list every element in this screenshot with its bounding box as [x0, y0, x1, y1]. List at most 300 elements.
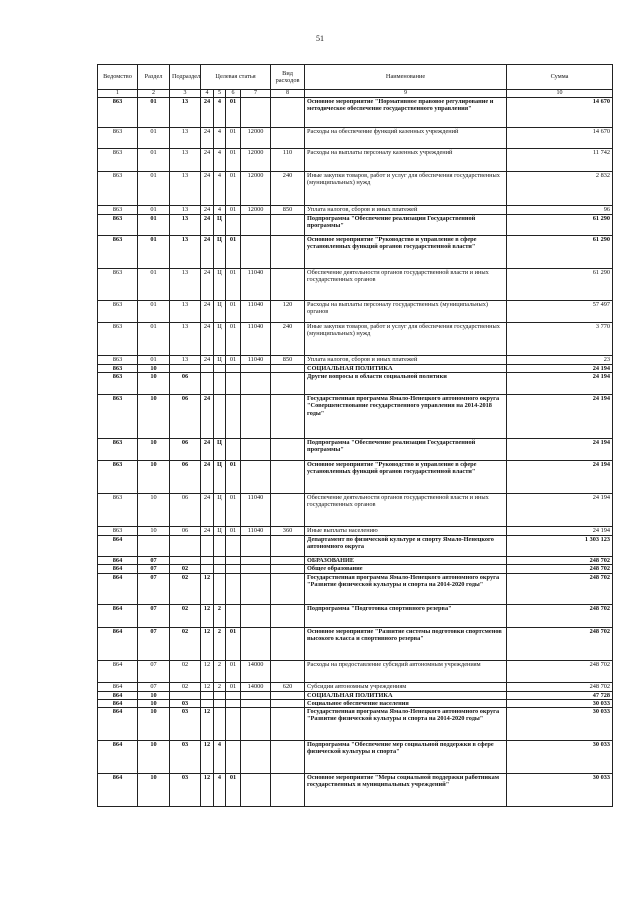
cell-summa: 24 194 — [507, 373, 613, 395]
cell-cs-3: 01 — [226, 128, 241, 149]
cell-cs-3: 01 — [226, 149, 241, 172]
cell-cs-1: 12 — [201, 573, 214, 604]
cell-vid-rashodov — [271, 660, 305, 682]
table-row — [98, 323, 613, 356]
cell-summa: 24 194 — [507, 461, 613, 494]
cell-cs-2: Ц — [214, 215, 226, 236]
cell-naimenovanie: Расходы на выплаты персоналу казенных учреждений — [305, 149, 507, 172]
table-row — [98, 527, 613, 536]
cell-naimenovanie: Государственная программа Ямало-Ненецкого автономного округа "Развитие физической культуры и спорта на 2014-2020 годы" — [305, 708, 507, 741]
table-row — [98, 691, 613, 699]
cell-summa: 248 702 — [507, 660, 613, 682]
cell-razdel: 07 — [138, 660, 170, 682]
cell-naimenovanie: Социальное обеспечение населения — [305, 699, 507, 707]
cell-vedomstvo: 863 — [98, 373, 138, 395]
cell-cs-1: 12 — [201, 682, 214, 691]
cell-podrazdel: 13 — [170, 356, 201, 365]
cell-podrazdel — [170, 691, 201, 699]
cell-cs-2: Ц — [214, 236, 226, 269]
cell-vedomstvo: 864 — [98, 565, 138, 573]
cell-cs-4 — [241, 536, 271, 557]
cell-cs-4 — [241, 215, 271, 236]
cell-cs-2: 4 — [214, 98, 226, 128]
cell-cs-2: 4 — [214, 741, 226, 774]
cell-razdel: 07 — [138, 573, 170, 604]
cell-razdel: 01 — [138, 149, 170, 172]
cell-podrazdel: 03 — [170, 708, 201, 741]
cell-naimenovanie: Подпрограмма "Обеспечение мер социальной поддержки в сфере физической культуры и спорта" — [305, 741, 507, 774]
cell-summa: 248 702 — [507, 557, 613, 565]
cell-naimenovanie: Иные закупки товаров, работ и услуг для обеспечения государственных (муниципальных) нужд — [305, 323, 507, 356]
cell-cs-4 — [241, 439, 271, 461]
cell-cs-4 — [241, 365, 271, 373]
cell-vid-rashodov — [271, 699, 305, 707]
table-row — [98, 98, 613, 128]
cell-naimenovanie: Государственная программа Ямало-Ненецкого автономного округа "Развитие физической культуры и спорта на 2014-2020 годы" — [305, 573, 507, 604]
cell-cs-1 — [201, 365, 214, 373]
column-number: 6 — [226, 90, 241, 98]
cell-podrazdel: 13 — [170, 172, 201, 206]
cell-razdel: 01 — [138, 269, 170, 301]
cell-cs-1: 12 — [201, 774, 214, 807]
table-row — [98, 236, 613, 269]
table-row — [98, 557, 613, 565]
table-row — [98, 774, 613, 807]
cell-naimenovanie: СОЦИАЛЬНАЯ ПОЛИТИКА — [305, 691, 507, 699]
header-summa: Сумма — [507, 65, 613, 90]
cell-summa: 248 702 — [507, 682, 613, 691]
cell-cs-1: 12 — [201, 604, 214, 627]
cell-cs-2 — [214, 565, 226, 573]
cell-cs-3: 01 — [226, 682, 241, 691]
cell-podrazdel — [170, 365, 201, 373]
cell-naimenovanie: Субсидии автономным учреждениям — [305, 682, 507, 691]
cell-vid-rashodov: 620 — [271, 682, 305, 691]
cell-vid-rashodov — [271, 604, 305, 627]
cell-cs-1 — [201, 699, 214, 707]
cell-razdel: 01 — [138, 128, 170, 149]
table-row — [98, 627, 613, 660]
table-row — [98, 269, 613, 301]
cell-summa: 24 194 — [507, 494, 613, 527]
cell-vid-rashodov — [271, 128, 305, 149]
cell-razdel: 07 — [138, 557, 170, 565]
cell-naimenovanie: Основное мероприятие "Руководство и управление в сфере установленных функций органов государственной власти" — [305, 236, 507, 269]
cell-cs-4 — [241, 98, 271, 128]
cell-summa: 30 033 — [507, 699, 613, 707]
cell-podrazdel: 02 — [170, 627, 201, 660]
cell-cs-4 — [241, 741, 271, 774]
cell-cs-3: 01 — [226, 494, 241, 527]
cell-cs-1: 24 — [201, 439, 214, 461]
cell-razdel: 07 — [138, 627, 170, 660]
cell-razdel: 01 — [138, 236, 170, 269]
table-row — [98, 461, 613, 494]
header-vid-rashodov: Вид расходов — [271, 65, 305, 90]
cell-podrazdel: 13 — [170, 149, 201, 172]
cell-podrazdel: 13 — [170, 206, 201, 215]
cell-cs-2: 2 — [214, 604, 226, 627]
cell-cs-3: 01 — [226, 236, 241, 269]
cell-razdel: 10 — [138, 774, 170, 807]
cell-summa: 1 303 123 — [507, 536, 613, 557]
cell-cs-4: 11040 — [241, 301, 271, 323]
cell-razdel: 10 — [138, 691, 170, 699]
cell-vedomstvo: 864 — [98, 573, 138, 604]
cell-cs-2: Ц — [214, 461, 226, 494]
cell-summa: 248 702 — [507, 627, 613, 660]
cell-vid-rashodov — [271, 373, 305, 395]
cell-vedomstvo: 864 — [98, 708, 138, 741]
cell-razdel: 01 — [138, 356, 170, 365]
cell-razdel: 10 — [138, 439, 170, 461]
cell-cs-4 — [241, 395, 271, 439]
cell-cs-4: 14000 — [241, 682, 271, 691]
cell-cs-2: Ц — [214, 494, 226, 527]
cell-cs-1: 24 — [201, 98, 214, 128]
cell-razdel: 10 — [138, 699, 170, 707]
cell-podrazdel: 13 — [170, 98, 201, 128]
cell-podrazdel: 03 — [170, 699, 201, 707]
cell-vid-rashodov — [271, 536, 305, 557]
cell-cs-3: 01 — [226, 627, 241, 660]
cell-cs-1: 24 — [201, 356, 214, 365]
cell-podrazdel: 06 — [170, 494, 201, 527]
cell-podrazdel: 02 — [170, 573, 201, 604]
cell-podrazdel: 06 — [170, 527, 201, 536]
table-row — [98, 708, 613, 741]
cell-naimenovanie: Основное мероприятие "Нормативное правовое регулирование и методическое обеспечение государственного управления" — [305, 98, 507, 128]
cell-cs-4: 12000 — [241, 172, 271, 206]
cell-vid-rashodov — [271, 395, 305, 439]
cell-podrazdel: 06 — [170, 439, 201, 461]
cell-cs-4: 11040 — [241, 323, 271, 356]
cell-vedomstvo: 863 — [98, 365, 138, 373]
table-row — [98, 215, 613, 236]
cell-cs-1 — [201, 536, 214, 557]
cell-podrazdel: 13 — [170, 215, 201, 236]
cell-naimenovanie: Общее образование — [305, 565, 507, 573]
cell-cs-4 — [241, 565, 271, 573]
table-row — [98, 149, 613, 172]
cell-razdel: 10 — [138, 373, 170, 395]
cell-vid-rashodov — [271, 461, 305, 494]
header-naimenovanie: Наименование — [305, 65, 507, 90]
cell-cs-3 — [226, 604, 241, 627]
cell-vedomstvo: 863 — [98, 494, 138, 527]
cell-summa: 61 290 — [507, 215, 613, 236]
cell-cs-2: Ц — [214, 527, 226, 536]
cell-vid-rashodov — [271, 691, 305, 699]
cell-naimenovanie: Обеспечение деятельности органов государственной власти и иных государственных органов — [305, 494, 507, 527]
cell-naimenovanie: ОБРАЗОВАНИЕ — [305, 557, 507, 565]
cell-naimenovanie: Основное мероприятие "Развитие системы подготовки спортсменов высокого класса и спортивного резерва" — [305, 627, 507, 660]
cell-cs-1: 12 — [201, 741, 214, 774]
cell-cs-2 — [214, 699, 226, 707]
cell-cs-1: 24 — [201, 494, 214, 527]
cell-vedomstvo: 864 — [98, 741, 138, 774]
cell-cs-4 — [241, 373, 271, 395]
cell-cs-3: 01 — [226, 172, 241, 206]
cell-cs-3: 01 — [226, 461, 241, 494]
cell-cs-3 — [226, 536, 241, 557]
cell-cs-2: 4 — [214, 149, 226, 172]
cell-vedomstvo: 863 — [98, 301, 138, 323]
cell-cs-3 — [226, 373, 241, 395]
cell-cs-2: 2 — [214, 660, 226, 682]
cell-vid-rashodov: 240 — [271, 172, 305, 206]
table-row — [98, 699, 613, 707]
cell-cs-2: Ц — [214, 269, 226, 301]
cell-vid-rashodov — [271, 708, 305, 741]
cell-naimenovanie: Департамент по физической культуре и спорту Ямало-Ненецкого автономного округа — [305, 536, 507, 557]
cell-summa: 14 670 — [507, 98, 613, 128]
cell-cs-2: Ц — [214, 356, 226, 365]
cell-vedomstvo: 864 — [98, 691, 138, 699]
cell-vid-rashodov: 120 — [271, 301, 305, 323]
cell-razdel: 10 — [138, 708, 170, 741]
cell-cs-4: 11040 — [241, 527, 271, 536]
cell-summa: 248 702 — [507, 604, 613, 627]
column-number: 1 — [98, 90, 138, 98]
cell-cs-4 — [241, 604, 271, 627]
cell-cs-3 — [226, 741, 241, 774]
cell-vedomstvo: 863 — [98, 269, 138, 301]
cell-cs-2: 2 — [214, 627, 226, 660]
table-row — [98, 660, 613, 682]
cell-naimenovanie: Подпрограмма "Обеспечение реализации Государственной программы" — [305, 215, 507, 236]
cell-vedomstvo: 863 — [98, 356, 138, 365]
cell-cs-2: 4 — [214, 206, 226, 215]
cell-cs-3: 01 — [226, 660, 241, 682]
cell-cs-1: 24 — [201, 323, 214, 356]
cell-naimenovanie: Уплата налогов, сборов и иных платежей — [305, 356, 507, 365]
cell-vedomstvo: 863 — [98, 439, 138, 461]
cell-vedomstvo: 863 — [98, 98, 138, 128]
cell-cs-3 — [226, 573, 241, 604]
cell-razdel: 01 — [138, 215, 170, 236]
cell-cs-3: 01 — [226, 527, 241, 536]
cell-summa: 248 702 — [507, 573, 613, 604]
cell-razdel: 07 — [138, 682, 170, 691]
cell-podrazdel: 06 — [170, 373, 201, 395]
cell-cs-1 — [201, 565, 214, 573]
cell-cs-4 — [241, 627, 271, 660]
header-vedomstvo: Ведомство — [98, 65, 138, 90]
cell-cs-1 — [201, 691, 214, 699]
cell-cs-1: 24 — [201, 172, 214, 206]
cell-vedomstvo: 863 — [98, 395, 138, 439]
cell-cs-3 — [226, 557, 241, 565]
cell-razdel: 10 — [138, 494, 170, 527]
cell-cs-1: 24 — [201, 461, 214, 494]
column-number: 8 — [271, 90, 305, 98]
cell-razdel: 01 — [138, 301, 170, 323]
column-number: 3 — [170, 90, 201, 98]
cell-cs-1: 24 — [201, 301, 214, 323]
cell-podrazdel: 06 — [170, 461, 201, 494]
cell-cs-3 — [226, 395, 241, 439]
cell-naimenovanie: Уплата налогов, сборов и иных платежей — [305, 206, 507, 215]
cell-cs-3 — [226, 708, 241, 741]
cell-cs-3 — [226, 691, 241, 699]
cell-vedomstvo: 864 — [98, 536, 138, 557]
cell-cs-2: 4 — [214, 774, 226, 807]
cell-podrazdel: 06 — [170, 395, 201, 439]
column-number: 4 — [201, 90, 214, 98]
cell-vid-rashodov — [271, 627, 305, 660]
cell-cs-1: 24 — [201, 395, 214, 439]
cell-vid-rashodov — [271, 573, 305, 604]
cell-cs-3: 01 — [226, 774, 241, 807]
cell-razdel: 01 — [138, 98, 170, 128]
cell-razdel: 10 — [138, 461, 170, 494]
cell-naimenovanie: Подпрограмма "Подготовка спортивного резерва" — [305, 604, 507, 627]
cell-cs-4: 12000 — [241, 128, 271, 149]
cell-summa: 2 832 — [507, 172, 613, 206]
cell-summa: 30 033 — [507, 774, 613, 807]
cell-vid-rashodov: 240 — [271, 323, 305, 356]
cell-vedomstvo: 864 — [98, 557, 138, 565]
cell-vid-rashodov — [271, 439, 305, 461]
cell-cs-3: 01 — [226, 269, 241, 301]
cell-razdel: 01 — [138, 323, 170, 356]
cell-vedomstvo: 863 — [98, 149, 138, 172]
cell-naimenovanie: Расходы на выплаты персоналу государственных (муниципальных) органов — [305, 301, 507, 323]
table-row — [98, 573, 613, 604]
table-row — [98, 439, 613, 461]
cell-podrazdel: 02 — [170, 660, 201, 682]
cell-naimenovanie: Основное мероприятие "Руководство и управление в сфере установленных функций органов государственной власти" — [305, 461, 507, 494]
cell-summa: 96 — [507, 206, 613, 215]
cell-naimenovanie: СОЦИАЛЬНАЯ ПОЛИТИКА — [305, 365, 507, 373]
cell-cs-3: 01 — [226, 98, 241, 128]
table-row — [98, 172, 613, 206]
header-razdel: Раздел — [138, 65, 170, 90]
cell-cs-4 — [241, 708, 271, 741]
cell-cs-2 — [214, 573, 226, 604]
cell-cs-1 — [201, 557, 214, 565]
cell-cs-1: 24 — [201, 128, 214, 149]
cell-podrazdel: 02 — [170, 565, 201, 573]
column-number: 10 — [507, 90, 613, 98]
cell-vedomstvo: 863 — [98, 236, 138, 269]
table-row — [98, 536, 613, 557]
cell-cs-2 — [214, 557, 226, 565]
cell-cs-2: 4 — [214, 128, 226, 149]
cell-vid-rashodov — [271, 236, 305, 269]
cell-razdel: 07 — [138, 565, 170, 573]
table-row — [98, 206, 613, 215]
cell-vid-rashodov — [271, 557, 305, 565]
table-row — [98, 741, 613, 774]
cell-cs-3: 01 — [226, 323, 241, 356]
cell-vedomstvo: 864 — [98, 774, 138, 807]
column-number: 9 — [305, 90, 507, 98]
table-row — [98, 395, 613, 439]
cell-cs-2 — [214, 536, 226, 557]
table-body — [98, 98, 613, 807]
cell-razdel: 10 — [138, 395, 170, 439]
cell-summa: 3 770 — [507, 323, 613, 356]
cell-cs-2 — [214, 708, 226, 741]
cell-naimenovanie: Подпрограмма "Обеспечение реализации Государственной программы" — [305, 439, 507, 461]
cell-podrazdel: 13 — [170, 323, 201, 356]
cell-podrazdel: 03 — [170, 774, 201, 807]
header-podrazdel: Подраздел — [170, 65, 201, 90]
cell-vedomstvo: 863 — [98, 461, 138, 494]
cell-razdel: 10 — [138, 365, 170, 373]
cell-vedomstvo: 864 — [98, 682, 138, 691]
table-row — [98, 365, 613, 373]
cell-vid-rashodov: 360 — [271, 527, 305, 536]
cell-podrazdel: 13 — [170, 269, 201, 301]
cell-podrazdel — [170, 536, 201, 557]
table-row — [98, 494, 613, 527]
cell-cs-3 — [226, 699, 241, 707]
cell-podrazdel: 02 — [170, 682, 201, 691]
cell-summa: 23 — [507, 356, 613, 365]
cell-vedomstvo: 864 — [98, 660, 138, 682]
column-number: 2 — [138, 90, 170, 98]
cell-summa: 24 194 — [507, 365, 613, 373]
cell-cs-1: 24 — [201, 527, 214, 536]
cell-naimenovanie: Государственная программа Ямало-Ненецкого автономного округа "Совершенствование государственного управления на 2014-2018 годы" — [305, 395, 507, 439]
column-number-row — [98, 90, 613, 98]
cell-vedomstvo: 863 — [98, 527, 138, 536]
cell-cs-4 — [241, 461, 271, 494]
cell-naimenovanie: Расходы на предоставление субсидий автономным учреждениям — [305, 660, 507, 682]
budget-table — [97, 64, 613, 807]
cell-vid-rashodov: 850 — [271, 356, 305, 365]
cell-summa: 61 290 — [507, 236, 613, 269]
cell-cs-3 — [226, 215, 241, 236]
cell-cs-4 — [241, 557, 271, 565]
cell-summa: 24 194 — [507, 395, 613, 439]
header-celevaya-statya: Целевая статья — [201, 65, 271, 90]
table-row — [98, 356, 613, 365]
cell-podrazdel: 03 — [170, 741, 201, 774]
cell-summa: 248 702 — [507, 565, 613, 573]
cell-podrazdel — [170, 557, 201, 565]
cell-cs-2: Ц — [214, 301, 226, 323]
cell-vedomstvo: 863 — [98, 323, 138, 356]
table-row — [98, 565, 613, 573]
cell-vid-rashodov — [271, 98, 305, 128]
cell-razdel — [138, 536, 170, 557]
cell-naimenovanie: Основное мероприятие "Меры социальной поддержки работникам государственных и муниципальных учреждений" — [305, 774, 507, 807]
column-number: 7 — [241, 90, 271, 98]
cell-cs-4 — [241, 699, 271, 707]
cell-cs-2: Ц — [214, 323, 226, 356]
cell-cs-2: 4 — [214, 172, 226, 206]
cell-naimenovanie: Обеспечение деятельности органов государственной власти и иных государственных органов — [305, 269, 507, 301]
cell-vid-rashodov: 110 — [271, 149, 305, 172]
cell-cs-1 — [201, 373, 214, 395]
cell-summa: 30 033 — [507, 741, 613, 774]
cell-razdel: 10 — [138, 527, 170, 536]
table-row — [98, 301, 613, 323]
cell-naimenovanie: Другие вопросы в области социальной политики — [305, 373, 507, 395]
cell-razdel: 01 — [138, 172, 170, 206]
table-row — [98, 682, 613, 691]
cell-cs-1: 12 — [201, 708, 214, 741]
cell-cs-3: 01 — [226, 206, 241, 215]
cell-cs-4 — [241, 236, 271, 269]
cell-naimenovanie: Иные закупки товаров, работ и услуг для обеспечения государственных (муниципальных) нужд — [305, 172, 507, 206]
cell-vid-rashodov — [271, 741, 305, 774]
cell-cs-4: 12000 — [241, 149, 271, 172]
